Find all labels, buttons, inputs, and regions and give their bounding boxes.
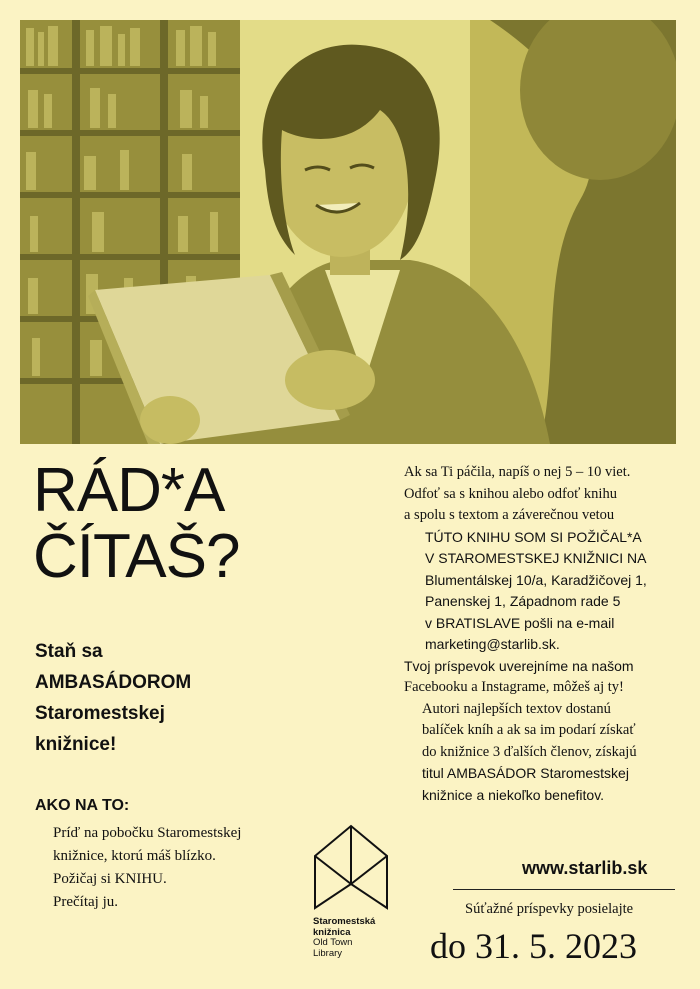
instruction-line: Tvoj príspevok uverejníme na našom xyxy=(404,657,634,674)
deadline-date: do 31. 5. 2023 xyxy=(430,926,637,966)
instruction-line: Blumentálskej 10/a, Karadžičovej 1, xyxy=(425,571,647,588)
howto-step: Príď na pobočku Staromestskej xyxy=(53,825,242,841)
instruction-line: Odfoť sa s knihou alebo odfoť knihu xyxy=(404,485,617,502)
instruction-line: Facebooku a Instagrame, môžeš aj ty! xyxy=(404,679,624,695)
boy-reading-book-photo xyxy=(20,20,676,444)
divider xyxy=(453,889,675,890)
logo-line-3: Old Town xyxy=(313,937,353,948)
headline-line-1: RÁD*A xyxy=(33,456,225,525)
logo-line-2: knižnica xyxy=(313,926,351,938)
hero-photo xyxy=(20,20,676,444)
instruction-line: Panenskej 1, Západnom rade 5 xyxy=(425,593,621,609)
instruction-line: V STAROMESTSKEJ KNIŽNICI NA xyxy=(425,550,647,566)
subtitle-line-4: knižnice! xyxy=(35,734,117,755)
instructions-text xyxy=(404,462,647,806)
library-logo-icon xyxy=(311,824,391,914)
howto-step: knižnice, ktorú máš blízko. xyxy=(53,848,216,864)
instruction-line: TÚTO KNIHU SOM SI POŽIČAL*A xyxy=(425,528,642,545)
instruction-line: knižnice a niekoľko benefitov. xyxy=(422,786,605,803)
instruction-line: a spolu s textom a záverečnou vetou xyxy=(404,507,615,523)
subtitle-line-3: Staromestskej xyxy=(35,703,165,724)
instruction-line: Ak sa Ti páčila, napíš o nej 5 – 10 viet. xyxy=(404,464,631,480)
subtitle-line-1: Staň sa xyxy=(35,641,103,662)
website-link[interactable]: www.starlib.sk xyxy=(522,858,648,878)
howto-step: Požičaj si KNIHU. xyxy=(53,871,167,887)
deadline-label: Súťažné príspevky posielajte xyxy=(465,901,634,917)
howto-step: Prečítaj ju. xyxy=(53,894,118,910)
instruction-line: do knižnice 3 ďalších členov, získajú xyxy=(422,743,637,760)
headline-line-2: ČÍTAŠ? xyxy=(33,522,240,591)
instruction-line: marketing@starlib.sk. xyxy=(425,636,560,652)
instruction-line: balíček kníh a ak sa im podarí získať xyxy=(422,722,636,738)
logo-line-1: Staromestská xyxy=(313,916,376,927)
headline xyxy=(33,458,239,590)
logo-line-4: Library xyxy=(313,947,343,959)
instruction-line: titul AMBASÁDOR Staromestskej xyxy=(422,765,629,781)
library-logo-text xyxy=(313,917,375,959)
howto-title: AKO NA TO: xyxy=(35,797,130,814)
howto-steps xyxy=(53,822,241,914)
ambassador-subtitle xyxy=(35,636,191,760)
instruction-line: Autori najlepších textov dostanú xyxy=(422,700,611,717)
instruction-line: v BRATISLAVE pošli na e-mail xyxy=(425,614,615,631)
subtitle-line-2: AMBASÁDOROM xyxy=(35,672,192,693)
